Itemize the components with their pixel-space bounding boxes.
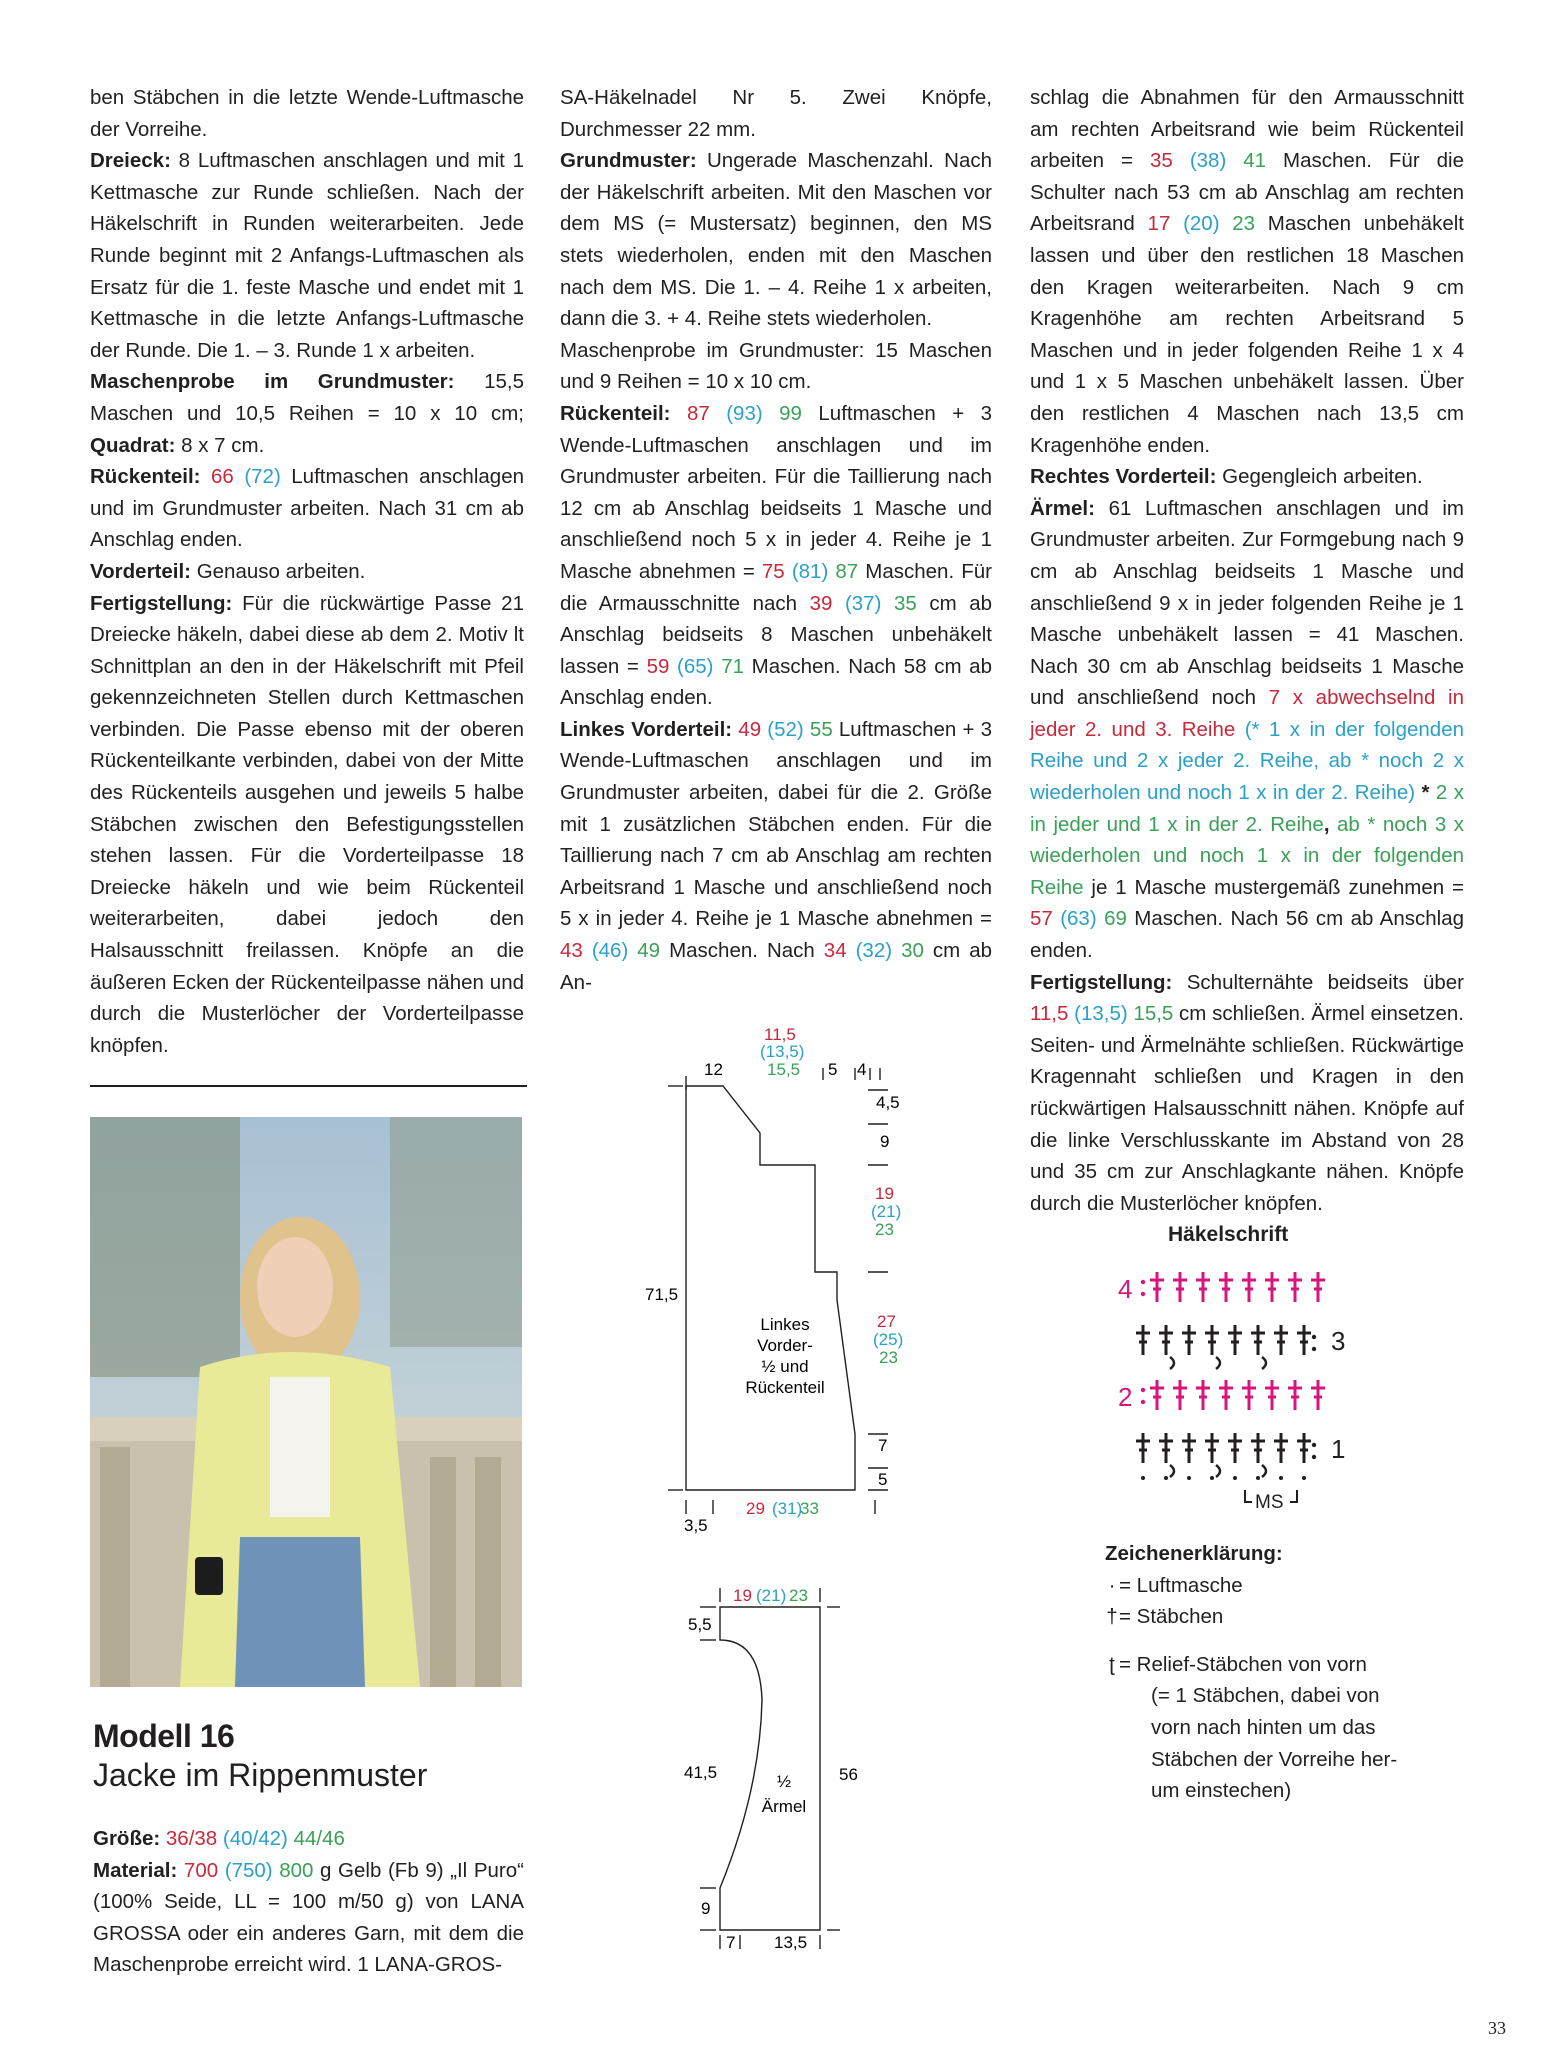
staebchen-symbol bbox=[1288, 1380, 1302, 1410]
dim-29: 29 bbox=[746, 1499, 765, 1518]
piece-label-3: ½ und bbox=[761, 1357, 809, 1376]
staebchen-symbol bbox=[1219, 1380, 1233, 1410]
relief-hook-symbol bbox=[1216, 1357, 1220, 1369]
model-subtitle: Jacke im Rippenmuster bbox=[93, 1757, 428, 1793]
legend bbox=[1105, 1538, 1397, 1807]
staebchen-symbol bbox=[1288, 1272, 1302, 1302]
row-label-4: 4 bbox=[1118, 1274, 1133, 1304]
staebchen-symbol bbox=[1159, 1433, 1173, 1463]
paragraph-fertigstellung-2: Fertigstellung: Schulternähte beidseits über 11,5 (13,5) 15,5 cm schließen. Ärmel einsetzen. Seiten- und Ärmelnähte schließen. Rückwärtige Kragennaht schließen und Kragen in den rückwärtigen Halsausschnitt nähen. Knöpfe auf die linke Verschlusskante im Abstand von 28 und 35 cm zur Anschlagkante nähen. Knöpfe durch die Musterlöcher knöpfen. bbox=[1030, 970, 1464, 1215]
staebchen-symbol bbox=[1173, 1380, 1187, 1410]
paragraph-probe: Maschenprobe im Grundmuster: 15 Maschen und 9 Reihen = 10 x 10 cm. bbox=[560, 338, 992, 394]
paragraph-intro: ben Stäbchen in die letzte Wende-Luftmasche der Vorreihe. bbox=[90, 86, 524, 141]
paragraph-dreieck: Dreieck: 8 Luftmaschen anschlagen und mit 1 Kettmasche zur Runde schließen. Nach der Häkelschrift in Runden weiterarbeiten. Jede Runde beginnt mit 2 Anfangs-Luftmaschen als Ersatz für die 1. feste Masche und endet mit 1 Kettmasche in die letzte Anfangs-Luftmasche der Runde. Die 1. – 3. Runde 1 x arbeiten. bbox=[90, 149, 524, 362]
dim-4: 4 bbox=[857, 1060, 867, 1079]
dim-33: 33 bbox=[800, 1499, 819, 1518]
piece-label-4: Rückenteil bbox=[745, 1378, 825, 1397]
row-label-1: 1 bbox=[1331, 1434, 1346, 1464]
staebchen-symbol bbox=[1311, 1380, 1325, 1410]
turning-chain-symbol bbox=[1312, 1347, 1316, 1351]
dim-12: 12 bbox=[704, 1060, 723, 1079]
dim-45: 4,5 bbox=[876, 1093, 900, 1112]
row-label-3: 3 bbox=[1331, 1326, 1346, 1356]
paragraph-fertigstellung: Fertigstellung: Für die rückwärtige Passe 21 Dreiecke häkeln, dabei diese ab dem 2. Motiv lt Schnittplan an den in der Häkelschrift mit Pfeil gekennzeichneten Stellen durch Kettmaschen verbinden. Die Passe ebenso mit der oberen Rückenteilkante verbinden, dabei von der Mitte des Rückenteils ausgehen und jeweils 5 halbe Stäbchen zwischen den Befestigungsstellen stehen lassen. Für die Vorderteilpasse 18 Dreiecke häkeln und wie beim Rückenteil weiterarbeiten, dabei jedoch den Halsausschnitt freilassen. Knöpfe an die äußeren Ecken der Rückenteilpasse nähen und durch die Musterlöcher der Vorderteilpasse knöpfen. bbox=[90, 591, 524, 1057]
legend-relief-line3: vorn nach hinten um das bbox=[1151, 1715, 1376, 1739]
staebchen-symbol bbox=[1205, 1325, 1219, 1355]
staebchen-symbol bbox=[1311, 1272, 1325, 1302]
dim-19: 19 bbox=[875, 1184, 894, 1203]
schnitt-aermel-diagram bbox=[680, 1578, 880, 1958]
piece-label-2: Vorder- bbox=[757, 1336, 813, 1355]
dim-715: 71,5 bbox=[645, 1285, 679, 1304]
page-number: 33 bbox=[1488, 2018, 1506, 2038]
sleeve-dim-415: 41,5 bbox=[684, 1763, 718, 1782]
sleeve-dim-19: 19 bbox=[733, 1586, 752, 1605]
schnitt-vorderteil-diagram bbox=[630, 1015, 930, 1555]
staebchen-symbol bbox=[1242, 1380, 1256, 1410]
model-photo bbox=[90, 1117, 522, 1687]
legend-staebchen: †= Stäbchen bbox=[1105, 1601, 1397, 1633]
staebchen-symbol bbox=[1265, 1380, 1279, 1410]
staebchen-symbol bbox=[1265, 1272, 1279, 1302]
paragraph-rechtes-vorderteil: Rechtes Vorderteil: Gegengleich arbeiten. bbox=[1030, 465, 1423, 489]
staebchen-symbol bbox=[1196, 1272, 1210, 1302]
staebchen-symbol bbox=[1150, 1380, 1164, 1410]
turning-chain-symbol bbox=[1141, 1292, 1145, 1296]
paragraph-armausschnitt: schlag die Abnahmen für den Armausschnitt am rechten Arbeitsrand wie beim Rückenteil arbeiten = 35 (38) 41 Maschen. Für die Schulter nach 53 cm ab Anschlag am rechten Arbeitsrand 17 (20) 23 Maschen unbehäkelt lassen und über den restlichen 18 Maschen den Kragen weiterarbeiten. Nach 9 cm Kragenhöhe am rechten Arbeitsrand 5 Maschen und in jeder folgenden Reihe 1 x 4 und 1 x 5 Maschen unbehäkelt lassen. Über den restlichen 4 Maschen nach 13,5 cm Kragenhöhe enden. bbox=[1030, 86, 1464, 457]
dim-top-1: 11,5 bbox=[764, 1025, 796, 1044]
dim-top-2: (13,5) bbox=[760, 1042, 805, 1061]
staebchen-symbol bbox=[1173, 1272, 1187, 1302]
dim-23b: 23 bbox=[879, 1348, 898, 1367]
luftmasche-symbol bbox=[1187, 1476, 1191, 1480]
dim-35: 3,5 bbox=[684, 1516, 708, 1535]
label-dreieck: Dreieck: bbox=[90, 149, 171, 173]
model-materials bbox=[93, 1823, 524, 1981]
paragraph-haekelnadel: SA-Häkelnadel Nr 5. Zwei Knöpfe, Durchmesser 22 mm. bbox=[560, 86, 992, 141]
haekelschrift-chart bbox=[1110, 1255, 1360, 1515]
staebchen-symbol bbox=[1251, 1433, 1265, 1463]
sleeve-label-2: Ärmel bbox=[761, 1797, 807, 1816]
legend-relief: ʈ = Relief-Stäbchen von vorn bbox=[1105, 1649, 1397, 1681]
legend-luftmasche: · = Luftmasche bbox=[1108, 1573, 1243, 1597]
relief-staebchen-icon: ʈ bbox=[1109, 1652, 1115, 1676]
sleeve-dim-23: 23 bbox=[789, 1586, 808, 1605]
sleeve-dim-21: (21) bbox=[756, 1586, 787, 1605]
dim-27: 27 bbox=[877, 1312, 896, 1331]
turning-chain-symbol bbox=[1141, 1280, 1145, 1284]
haekelschrift-title: Häkelschrift bbox=[1168, 1223, 1289, 1246]
paragraph-maschenprobe: Maschenprobe im Grundmuster: 15,5 Maschen und 10,5 Reihen = 10 x 10 cm; Quadrat: 8 x 7 cm. bbox=[90, 370, 524, 457]
dim-5: 5 bbox=[828, 1060, 838, 1079]
turning-chain-symbol bbox=[1312, 1455, 1316, 1459]
turning-chain-symbol bbox=[1312, 1443, 1316, 1447]
paragraph-rueckenteil: Rückenteil: 66 (72) Luftmaschen anschlagen und im Grundmuster arbeiten. Nach 31 cm ab Anschlag enden. bbox=[90, 465, 524, 552]
legend-relief-line4: Stäbchen der Vorreihe her- bbox=[1151, 1747, 1398, 1771]
piece-label-1: Linkes bbox=[760, 1315, 810, 1334]
luftmasche-symbol bbox=[1302, 1476, 1306, 1480]
relief-hook-symbol bbox=[1262, 1465, 1266, 1477]
turning-chain-symbol bbox=[1141, 1388, 1145, 1392]
sleeve-dim-9: 9 bbox=[701, 1899, 711, 1918]
turning-chain-symbol bbox=[1312, 1335, 1316, 1339]
staebchen-icon: † bbox=[1106, 1605, 1118, 1629]
column-middle-text bbox=[560, 82, 992, 998]
paragraph-vorderteil: Vorderteil: Genauso arbeiten. bbox=[90, 559, 366, 583]
paragraph-rueckenteil-2: Rückenteil: 87 (93) 99 Luftmaschen + 3 Wende-Luftmaschen anschlagen und im Grundmuster arbeiten. Für die Taillierung nach 12 cm ab Anschlag beidseits 1 Masche und anschließend noch 5 x in jeder 4. Reihe je 1 Masche abnehmen = 75 (81) 87 Maschen. Für die Armausschnitte nach 39 (37) 35 cm ab Anschlag beidseits 8 Maschen unbehäkelt lassen = 59 (65) 71 Maschen. Nach 58 cm ab Anschlag enden. bbox=[560, 401, 993, 710]
staebchen-symbol bbox=[1228, 1433, 1242, 1463]
sleeve-dim-7: 7 bbox=[726, 1933, 736, 1952]
staebchen-symbol bbox=[1182, 1433, 1196, 1463]
staebchen-symbol bbox=[1297, 1433, 1311, 1463]
ms-label: MS bbox=[1255, 1492, 1284, 1513]
legend-relief-line2: (= 1 Stäbchen, dabei von bbox=[1151, 1684, 1380, 1708]
staebchen-symbol bbox=[1228, 1325, 1242, 1355]
staebchen-symbol bbox=[1150, 1272, 1164, 1302]
relief-hook-symbol bbox=[1262, 1357, 1266, 1369]
staebchen-symbol bbox=[1219, 1272, 1233, 1302]
paragraph-aermel: Ärmel: 61 Luftmaschen anschlagen und im Grundmuster arbeiten. Zur Formgebung nach 9 cm ab Anschlag beidseits 1 Masche und anschließend 9 x in jeder folgenden Reihe je 1 Masche unbehäkelt lassen = 41 Maschen. Nach 30 cm ab Anschlag beidseits 1 Masche und anschließend noch 7 x abwechselnd in jeder 2. und 3. Reihe (* 1 x in der folgenden Reihe und 2 x jeder 2. Reihe, ab * noch 2 x wiederholen und noch 1 x in der 2. Reihe) * 2 x in jeder und 1 x in der 2. Reihe, ab * noch 3 x wiederholen und noch 1 x in der folgenden Reihe je 1 Masche mustergemäß zunehmen = 57 (63) 69 Maschen. Nach 56 cm ab Anschlag enden. bbox=[1030, 496, 1465, 963]
dim-23: 23 bbox=[875, 1220, 894, 1239]
paragraph-linkes-vorderteil: Linkes Vorderteil: 49 (52) 55 Luftmaschen + 3 Wende-Luftmaschen anschlagen und im Grundmuster arbeiten, dabei für die 2. Größe mit 1 zusätzlichen Stäbchen enden. Für die Taillierung nach 7 cm ab Anschlag am rechten Arbeitsrand 1 Masche und anschließend noch 5 x in jeder 4. Reihe je 1 Masche abnehmen = 43 (46) 49 Maschen. Nach 34 (32) 30 cm ab An- bbox=[560, 717, 992, 994]
staebchen-symbol bbox=[1242, 1272, 1256, 1302]
legend-title: Zeichenerklärung: bbox=[1105, 1542, 1283, 1565]
material-line: Material: 700 (750) 800 g Gelb (Fb 9) „Il Puro“ (100% Seide, LL = 100 m/50 g) von LANA GROSSA oder ein anderes Garn, mit dem die Maschenprobe erreicht wird. 1 LANA-GROS- bbox=[93, 1858, 524, 1977]
luftmasche-symbol bbox=[1233, 1476, 1237, 1480]
staebchen-symbol bbox=[1251, 1325, 1265, 1355]
turning-chain-symbol bbox=[1141, 1400, 1145, 1404]
dim-9: 9 bbox=[880, 1132, 890, 1151]
relief-hook-symbol bbox=[1216, 1465, 1220, 1477]
column-left-text bbox=[90, 82, 524, 1061]
luftmasche-symbol bbox=[1141, 1476, 1145, 1480]
staebchen-symbol bbox=[1196, 1380, 1210, 1410]
staebchen-symbol bbox=[1274, 1325, 1288, 1355]
sleeve-dim-56: 56 bbox=[839, 1765, 858, 1784]
sleeve-dim-55: 5,5 bbox=[688, 1615, 712, 1634]
dim-5b: 5 bbox=[878, 1470, 888, 1489]
sleeve-label-1: ½ bbox=[776, 1772, 792, 1791]
staebchen-symbol bbox=[1159, 1325, 1173, 1355]
staebchen-symbol bbox=[1297, 1325, 1311, 1355]
relief-hook-symbol bbox=[1170, 1357, 1174, 1369]
luftmasche-symbol bbox=[1256, 1476, 1260, 1480]
staebchen-symbol bbox=[1182, 1325, 1196, 1355]
column-right-text bbox=[1030, 82, 1464, 1219]
groesse-line: Größe: 36/38 (40/42) 44/46 bbox=[93, 1827, 345, 1850]
legend-relief-line5: um einstechen) bbox=[1151, 1779, 1292, 1803]
luftmasche-symbol bbox=[1164, 1476, 1168, 1480]
staebchen-symbol bbox=[1136, 1325, 1150, 1355]
model-title: Modell 16 bbox=[93, 1718, 235, 1754]
dim-31: (31) bbox=[772, 1499, 803, 1518]
staebchen-symbol bbox=[1205, 1433, 1219, 1463]
sleeve-dim-135: 13,5 bbox=[774, 1933, 808, 1952]
relief-hook-symbol bbox=[1170, 1465, 1174, 1477]
row-label-2: 2 bbox=[1118, 1382, 1133, 1412]
dim-25: (25) bbox=[873, 1330, 904, 1349]
luftmasche-symbol bbox=[1279, 1476, 1283, 1480]
section-divider bbox=[90, 1085, 527, 1087]
luftmasche-symbol bbox=[1210, 1476, 1214, 1480]
staebchen-symbol bbox=[1274, 1433, 1288, 1463]
dim-21: (21) bbox=[871, 1202, 902, 1221]
paragraph-grundmuster: Grundmuster: Ungerade Maschenzahl. Nach der Häkelschrift arbeiten. Mit den Maschen vor dem MS (= Mustersatz) beginnen, den MS stets wiederholen, enden mit den Maschen nach dem MS. Die 1. – 4. Reihe 1 x arbeiten, dann die 3. + 4. Reihe stets wiederholen. bbox=[560, 149, 992, 331]
staebchen-symbol bbox=[1136, 1433, 1150, 1463]
dim-7: 7 bbox=[878, 1436, 888, 1455]
dim-top-3: 15,5 bbox=[767, 1060, 801, 1079]
